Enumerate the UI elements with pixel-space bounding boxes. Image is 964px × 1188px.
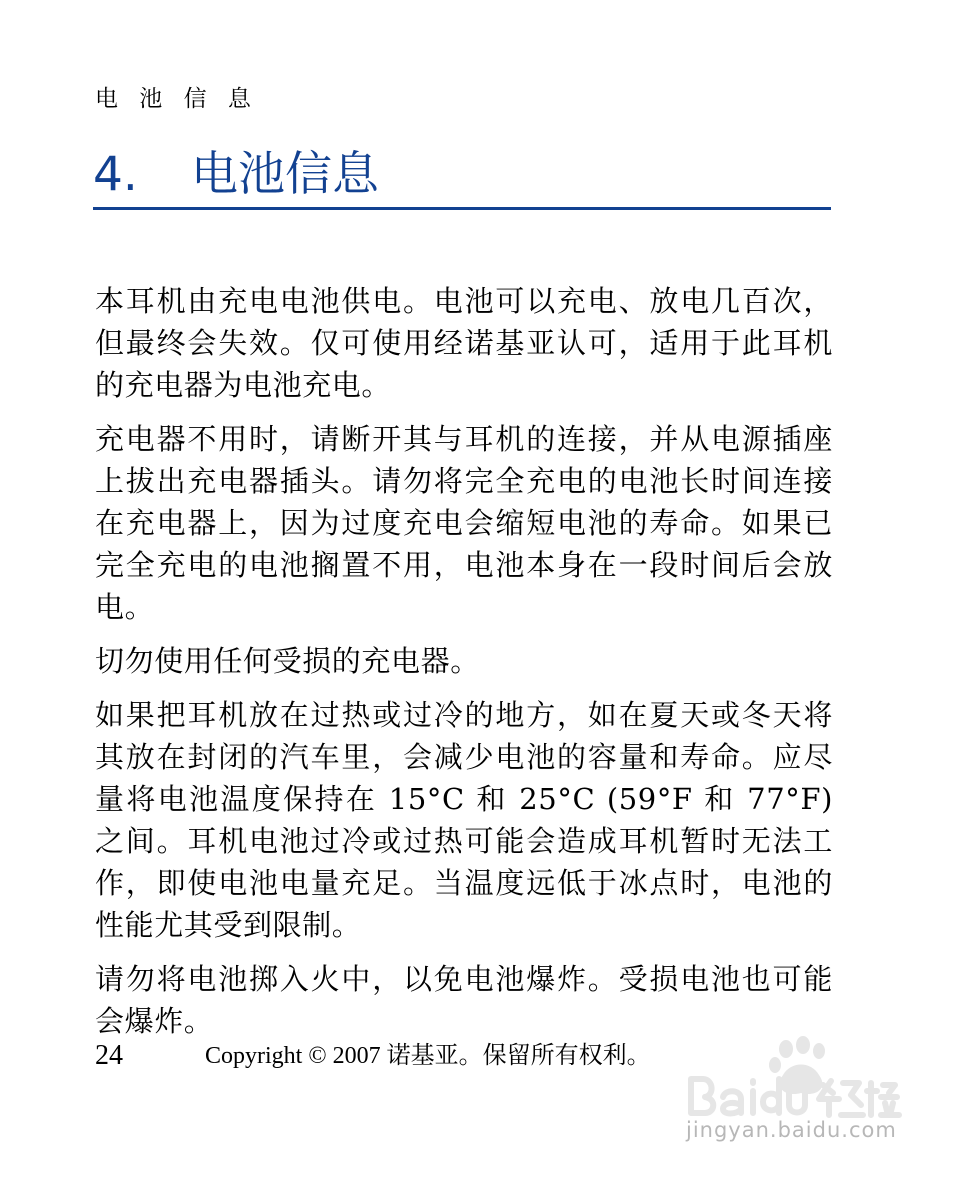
page-number: 24 [95, 1040, 123, 1071]
paragraph-2: 充电器不用时，请断开其与耳机的连接，并从电源插座上拔出充电器插头。请勿将完全充电的电池长时间连接在充电器上，因为过度充电会缩短电池的寿命。如果已完全充电的电池搁置不用，电池本身在一段时间后会放电。 [95, 422, 833, 624]
chapter-title: 电池信息 [191, 147, 379, 202]
copyright-notice: Copyright © 2007 诺基亚。保留所有权利。 [205, 1043, 651, 1069]
paragraph-3: 切勿使用任何受损的充电器。 [95, 644, 480, 678]
body-text [95, 280, 833, 1054]
paragraph-1: 本耳机由充电电池供电。电池可以充电、放电几百次，但最终会失效。仅可使用经诺基亚认可，适用于此耳机的充电器为电池充电。 [95, 284, 833, 402]
chapter-number: 4. [93, 147, 138, 202]
running-header: 电 池 信 息 [95, 86, 258, 112]
paragraph-4: 如果把耳机放在过热或过冷的地方，如在夏天或冬天将其放在封闭的汽车里，会减少电池的容量和寿命。应尽量将电池温度保持在 15°C 和 25°C (59°F 和 77°F) 之间。耳机电池过冷或过热可能会造成耳机暂时无法工作，即使电池电量充足。当温度远低于冰点时，电池的性能尤其受到限制。 [95, 698, 833, 942]
page-footer [95, 1036, 775, 1076]
watermark-url: jingyan.baidu.com [686, 1118, 897, 1142]
chapter-rule [93, 207, 831, 210]
chapter-heading [93, 146, 830, 204]
paragraph-5: 请勿将电池掷入火中，以免电池爆炸。受损电池也可能会爆炸。 [95, 962, 833, 1038]
